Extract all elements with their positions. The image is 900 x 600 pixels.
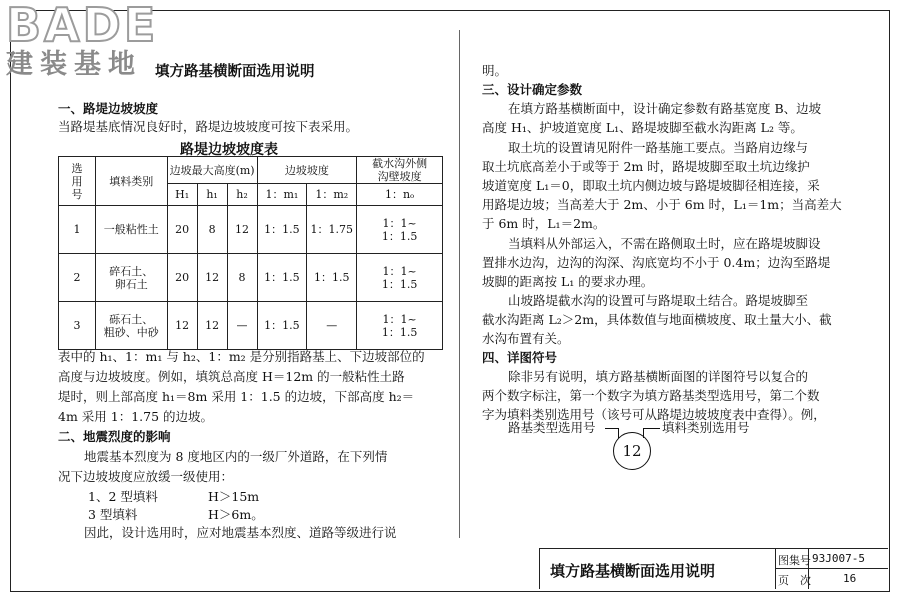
section3-heading: 三、设计确定参数 <box>482 82 583 97</box>
paragraph-line: 截水沟距离 L₂＞2m，具体数值与地面横坡度、取土量大小、截 <box>482 312 832 327</box>
paragraph-line: 因此，设计选用时，应对地震基本烈度、道路等级进行说 <box>84 525 397 540</box>
leader-line-left <box>605 428 619 429</box>
paragraph-line: 堤时，则上部高度 h₁＝8m 采用 1：1.5 的边坡，下部高度 h₂＝ <box>58 389 415 404</box>
paragraph-line: 高度 H₁、护坡道宽度 L₁、路堤坡脚至截水沟距离 L₂ 等。 <box>482 120 803 135</box>
table-title: 路堤边坡坡度表 <box>180 142 278 158</box>
header-fill-type: 填料类别 <box>95 157 167 206</box>
paragraph-line: 地震基本烈度为 8 度地区内的一级厂外道路，在下列情 <box>84 449 388 464</box>
paragraph-line: 4m 采用 1：1.75 的边坡。 <box>58 409 214 424</box>
title-block-divider <box>775 549 776 589</box>
symbol-right-label: 填料类别选用号 <box>662 420 750 435</box>
cell-h2: 8 <box>227 254 257 302</box>
paragraph-line: 当填料从外部运入，不需在路侧取土时，应在路堤坡脚设 <box>508 236 821 251</box>
paragraph-line: 水沟布置有关。 <box>482 331 570 346</box>
slope-table <box>58 156 443 350</box>
table-row <box>59 254 443 302</box>
paragraph-line: 在填方路基横断面中，设计确定参数有路基宽度 B、边坡 <box>508 101 822 116</box>
paragraph-line: 取土坑的设置请见附件一路基施工要点。当路肩边缘与 <box>508 140 809 155</box>
cell-no: 1 <box>59 206 96 254</box>
atlas-no-value: 93J007-5 <box>812 552 865 565</box>
header-max-height: 边坡最大高度(m) <box>167 157 257 184</box>
section2-heading: 二、地震烈度的影响 <box>58 429 171 444</box>
cell-m1: 1：1.5 <box>257 302 307 350</box>
paragraph-line: 表中的 h₁、1：m₁ 与 h₂、1：m₂ 是分别指路基上、下边坡部位的 <box>58 349 425 364</box>
cell-H1: 12 <box>167 302 197 350</box>
cell-m2: 1：1.5 <box>307 254 357 302</box>
cell-H1: 20 <box>167 254 197 302</box>
leader-line-right <box>643 428 660 429</box>
table-row <box>59 206 443 254</box>
header-selection-no: 选 用 号 <box>59 157 96 206</box>
section1-intro: 当路堤基底情况良好时，路堤边坡坡度可按下表采用。 <box>58 119 359 134</box>
fill-item-value: H＞15m <box>208 489 260 504</box>
section4-heading: 四、详图符号 <box>482 350 558 365</box>
header-H1: H₁ <box>167 184 197 206</box>
paragraph-line: 除非另有说明，填方路基横断面图的详图符号以复合的 <box>508 369 809 384</box>
header-ditch-slope: 截水沟外侧 沟壁坡度 <box>357 157 443 184</box>
detail-symbol-circle <box>613 432 651 470</box>
header-m2: 1：m₂ <box>307 184 357 206</box>
cell-no: 2 <box>59 254 96 302</box>
paragraph-line: 于 6m 时，L₁＝2m。 <box>482 216 606 231</box>
fill-item-value: H＞6m。 <box>208 507 264 522</box>
logo-brand-en: BADE <box>6 0 159 52</box>
section1-heading: 一、路堤边坡坡度 <box>58 101 159 116</box>
paragraph-line: 高度与边坡坡度。例如，填筑总高度 H＝12m 的一般粘性土路 <box>58 369 405 384</box>
paragraph-line: 明。 <box>482 63 508 78</box>
paragraph-line: 两个数字标注，第一个数字为填方路基类型选用号，第二个数 <box>482 388 820 403</box>
paragraph-line: 坡道宽度 L₁＝0，即取土坑内侧边坡与路堤坡脚径相连接，采 <box>482 178 820 193</box>
column-divider <box>459 30 460 538</box>
cell-h1: 8 <box>197 206 227 254</box>
header-slope-ratio: 边坡坡度 <box>257 157 357 184</box>
cell-n: 1：1~ 1：1.5 <box>357 254 443 302</box>
fill-item-label: 3 型填料 <box>88 507 138 522</box>
cell-fill: 砾石土、 粗砂、中砂 <box>95 302 167 350</box>
page-label: 页 次 <box>778 574 811 587</box>
cell-fill: 一般粘性土 <box>95 206 167 254</box>
logo-watermark <box>6 2 158 80</box>
cell-n: 1：1~ 1：1.5 <box>357 206 443 254</box>
cell-h2: — <box>227 302 257 350</box>
paragraph-line: 坡脚的距离按 L₁ 的要求办理。 <box>482 274 654 289</box>
paragraph-line: 用路堤边坡；当高差大于 2m、小于 6m 时，L₁＝1m；当高差大 <box>482 197 842 212</box>
paragraph-line: 字为填料类别选用号（该号可从路堤边坡坡度表中查得）。例， <box>482 407 826 422</box>
document-title: 填方路基横断面选用说明 <box>155 64 315 80</box>
cell-h2: 12 <box>227 206 257 254</box>
cell-m1: 1：1.5 <box>257 206 307 254</box>
cell-h1: 12 <box>197 254 227 302</box>
atlas-no-label: 图集号 <box>778 554 811 567</box>
header-m1: 1：m₁ <box>257 184 307 206</box>
cell-h1: 12 <box>197 302 227 350</box>
header-h2: h₂ <box>227 184 257 206</box>
cell-fill: 碎石土、 卵石土 <box>95 254 167 302</box>
cell-H1: 20 <box>167 206 197 254</box>
cell-m2: — <box>307 302 357 350</box>
logo-brand-cn: 建装基地 <box>6 49 142 80</box>
cell-m1: 1：1.5 <box>257 254 307 302</box>
paragraph-line: 山坡路堤截水沟的设置可与路堤取土结合。路堤坡脚至 <box>508 293 809 308</box>
cell-m2: 1：1.75 <box>307 206 357 254</box>
page-value: 16 <box>843 572 857 585</box>
detail-symbol-number: 12 <box>622 442 642 460</box>
header-h1: h₁ <box>197 184 227 206</box>
header-n: 1：nₒ <box>357 184 443 206</box>
title-block-title: 填方路基横断面选用说明 <box>550 562 716 580</box>
table-row <box>59 302 443 350</box>
cell-no: 3 <box>59 302 96 350</box>
fill-item-label: 1、2 型填料 <box>88 489 158 504</box>
paragraph-line: 置排水边沟，边沟的沟深、沟底宽均不小于 0.4m；边沟至路堤 <box>482 255 831 270</box>
title-block <box>539 548 888 589</box>
table-header-row <box>59 157 443 184</box>
title-block-divider <box>775 568 888 569</box>
paragraph-line: 况下边坡坡度应放缓一级使用： <box>58 469 234 484</box>
symbol-left-label: 路基类型选用号 <box>508 420 596 435</box>
cell-n: 1：1~ 1：1.5 <box>357 302 443 350</box>
paragraph-line: 取土坑底高差小于或等于 2m 时，路堤坡脚至取土坑边缘护 <box>482 159 810 174</box>
